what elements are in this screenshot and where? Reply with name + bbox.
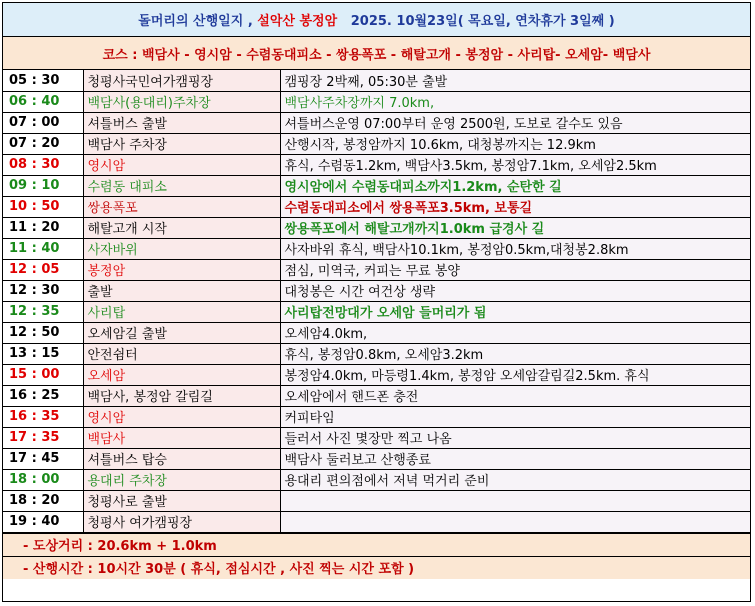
place-cell: 셔틀버스 탑승	[83, 448, 280, 469]
time-cell: 11 : 40	[3, 238, 83, 259]
schedule-row	[3, 91, 750, 112]
time-cell: 08 : 30	[3, 154, 83, 175]
time-cell: 19 : 40	[3, 511, 83, 532]
schedule-row	[3, 238, 750, 259]
place-cell: 청평사 여가캠핑장	[83, 511, 280, 532]
schedule-row	[3, 301, 750, 322]
schedule-row	[3, 196, 750, 217]
note-cell: 백담사주차장까지 7.0km,	[280, 91, 750, 112]
schedule-row	[3, 511, 750, 532]
time-cell: 12 : 30	[3, 280, 83, 301]
note-cell: 쌍용폭포에서 해탈고개까지1.0km 급경사 길	[280, 217, 750, 238]
place-cell: 해탈고개 시작	[83, 217, 280, 238]
time-cell: 12 : 05	[3, 259, 83, 280]
note-cell: 용대리 편의점에서 저녁 먹거리 준비	[280, 469, 750, 490]
time-cell: 12 : 35	[3, 301, 83, 322]
place-cell: 백담사(용대리)주차장	[83, 91, 280, 112]
schedule-row	[3, 343, 750, 364]
place-cell: 오세암길 출발	[83, 322, 280, 343]
schedule-row	[3, 322, 750, 343]
time-cell: 16 : 25	[3, 385, 83, 406]
schedule-row	[3, 259, 750, 280]
schedule-row	[3, 70, 750, 91]
note-cell: 사리탑전망대가 오세암 들머리가 됨	[280, 301, 750, 322]
schedule-row	[3, 133, 750, 154]
time-cell: 09 : 10	[3, 175, 83, 196]
note-cell: 대청봉은 시간 여건상 생략	[280, 280, 750, 301]
schedule-row	[3, 175, 750, 196]
note-cell: 봉정암4.0km, 마등령1.4km, 봉정암 오세암갈림길2.5km. 휴식	[280, 364, 750, 385]
schedule-row	[3, 154, 750, 175]
place-cell: 봉정암	[83, 259, 280, 280]
note-cell: 휴식, 수렴동1.2km, 백담사3.5km, 봉정암7.1km, 오세암2.5km	[280, 154, 750, 175]
schedule-row	[3, 469, 750, 490]
title-date: 2025. 10월23일( 목요일, 연차휴가 3일째 )	[350, 14, 615, 29]
note-cell: 점심, 미역국, 커피는 무료 봉양	[280, 259, 750, 280]
note-cell: 오세암4.0km,	[280, 322, 750, 343]
time-cell: 15 : 00	[3, 364, 83, 385]
place-cell: 영시암	[83, 154, 280, 175]
place-cell: 수렴동 대피소	[83, 175, 280, 196]
note-cell: 셔틀버스운영 07:00부터 운영 2500원, 도보로 갈수도 있음	[280, 112, 750, 133]
time-cell: 05 : 30	[3, 70, 83, 91]
place-cell: 출발	[83, 280, 280, 301]
time-cell: 17 : 45	[3, 448, 83, 469]
time-cell: 12 : 50	[3, 322, 83, 343]
note-cell	[280, 490, 750, 511]
note-cell: 휴식, 봉정암0.8km, 오세암3.2km	[280, 343, 750, 364]
time-cell: 07 : 00	[3, 112, 83, 133]
course-row: 코스 : 백담사 - 영시암 - 수렴동대피소 - 쌍용폭포 - 해탈고개 - 봉정암 - 사리탑- 오세암- 백담사	[3, 37, 750, 70]
time-cell: 18 : 20	[3, 490, 83, 511]
time-cell: 07 : 20	[3, 133, 83, 154]
place-cell: 오세암	[83, 364, 280, 385]
schedule-row	[3, 490, 750, 511]
time-cell: 18 : 00	[3, 469, 83, 490]
place-cell: 영시암	[83, 406, 280, 427]
schedule-table	[3, 70, 750, 533]
place-cell: 용대리 주차장	[83, 469, 280, 490]
time-cell: 06 : 40	[3, 91, 83, 112]
schedule-row	[3, 112, 750, 133]
schedule-row	[3, 385, 750, 406]
time-cell: 17 : 35	[3, 427, 83, 448]
schedule-row	[3, 364, 750, 385]
time-cell: 13 : 15	[3, 343, 83, 364]
time-cell: 10 : 50	[3, 196, 83, 217]
note-cell: 들러서 사진 몇장만 찍고 나옴	[280, 427, 750, 448]
title-mountain: 설악산 봉정암	[257, 14, 338, 29]
place-cell: 백담사 주차장	[83, 133, 280, 154]
note-cell: 캠핑장 2박째, 05:30분 출발	[280, 70, 750, 91]
note-cell: 커피타임	[280, 406, 750, 427]
note-cell: 오세암에서 핸드폰 충전	[280, 385, 750, 406]
schedule-row	[3, 448, 750, 469]
time-cell: 16 : 35	[3, 406, 83, 427]
place-cell: 사자바위	[83, 238, 280, 259]
note-cell: 영시암에서 수렴동대피소까지1.2km, 순탄한 길	[280, 175, 750, 196]
place-cell: 백담사	[83, 427, 280, 448]
summary-duration: - 산행시간 : 10시간 30분 ( 휴식, 점심시간 , 사진 찍는 시간 포함 )	[3, 556, 750, 579]
hiking-log-sheet	[2, 2, 751, 602]
note-cell: 백담사 둘러보고 산행종료	[280, 448, 750, 469]
place-cell: 사리탑	[83, 301, 280, 322]
title-author: 돌머리의 산행일지 ,	[138, 14, 253, 29]
place-cell: 셔틀버스 출발	[83, 112, 280, 133]
schedule-row	[3, 427, 750, 448]
note-cell: 사자바위 휴식, 백담사10.1km, 봉정암0.5km,대청봉2.8km	[280, 238, 750, 259]
note-cell: 수렴동대피소에서 쌍용폭포3.5km, 보통길	[280, 196, 750, 217]
place-cell: 쌍용폭포	[83, 196, 280, 217]
title-row	[3, 3, 750, 37]
note-cell	[280, 511, 750, 532]
note-cell: 산행시작, 봉정암까지 10.6km, 대청봉까지는 12.9km	[280, 133, 750, 154]
schedule-row	[3, 280, 750, 301]
place-cell: 청평사국민여가캠핑장	[83, 70, 280, 91]
place-cell: 백담사, 봉정암 갈림길	[83, 385, 280, 406]
schedule-row	[3, 406, 750, 427]
time-cell: 11 : 20	[3, 217, 83, 238]
schedule-row	[3, 217, 750, 238]
summary-distance: - 도상거리 : 20.6km + 1.0km	[3, 533, 750, 556]
place-cell: 청평사로 출발	[83, 490, 280, 511]
place-cell: 안전쉼터	[83, 343, 280, 364]
